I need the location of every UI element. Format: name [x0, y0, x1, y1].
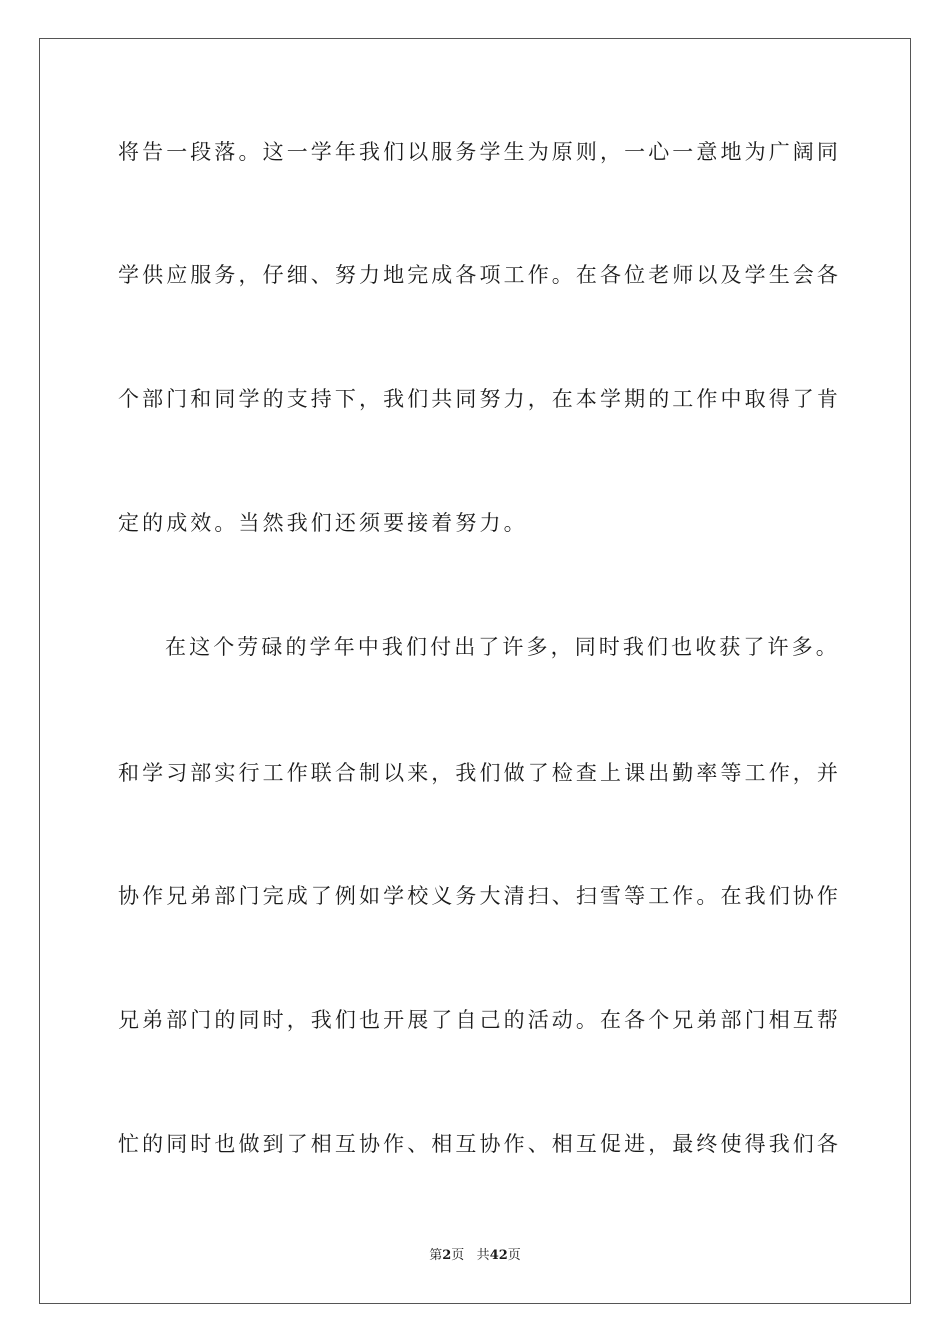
total-prefix: 共 — [476, 1248, 490, 1263]
page-suffix: 页 — [451, 1248, 465, 1263]
text-line: 将告一段落。这一学年我们以服务学生为原则，一心一意地为广阔同 — [118, 140, 841, 164]
text-line: 兄弟部门的同时，我们也开展了自己的活动。在各个兄弟部门相互帮 — [118, 1008, 841, 1032]
text-line: 学供应服务，仔细、努力地完成各项工作。在各位老师以及学生会各 — [118, 263, 841, 287]
text-line: 个部门和同学的支持下，我们共同努力，在本学期的工作中取得了肯 — [118, 387, 841, 411]
page-prefix: 第 — [429, 1248, 443, 1263]
text-line-indented: 在这个劳碌的学年中我们付出了许多，同时我们也收获了许多。 — [165, 635, 840, 659]
total-suffix: 页 — [507, 1248, 521, 1263]
text-line: 忙的同时也做到了相互协作、相互协作、相互促进，最终使得我们各 — [118, 1132, 841, 1156]
text-line: 定的成效。当然我们还须要接着努力。 — [118, 511, 528, 535]
page-number: 2 — [442, 1248, 452, 1263]
text-line: 协作兄弟部门完成了例如学校义务大清扫、扫雪等工作。在我们协作 — [118, 884, 841, 908]
page-border — [39, 38, 911, 1304]
total-pages: 42 — [489, 1248, 508, 1263]
text-line: 和学习部实行工作联合制以来，我们做了检查上课出勤率等工作，并 — [118, 761, 841, 785]
page-footer — [0, 1247, 950, 1265]
